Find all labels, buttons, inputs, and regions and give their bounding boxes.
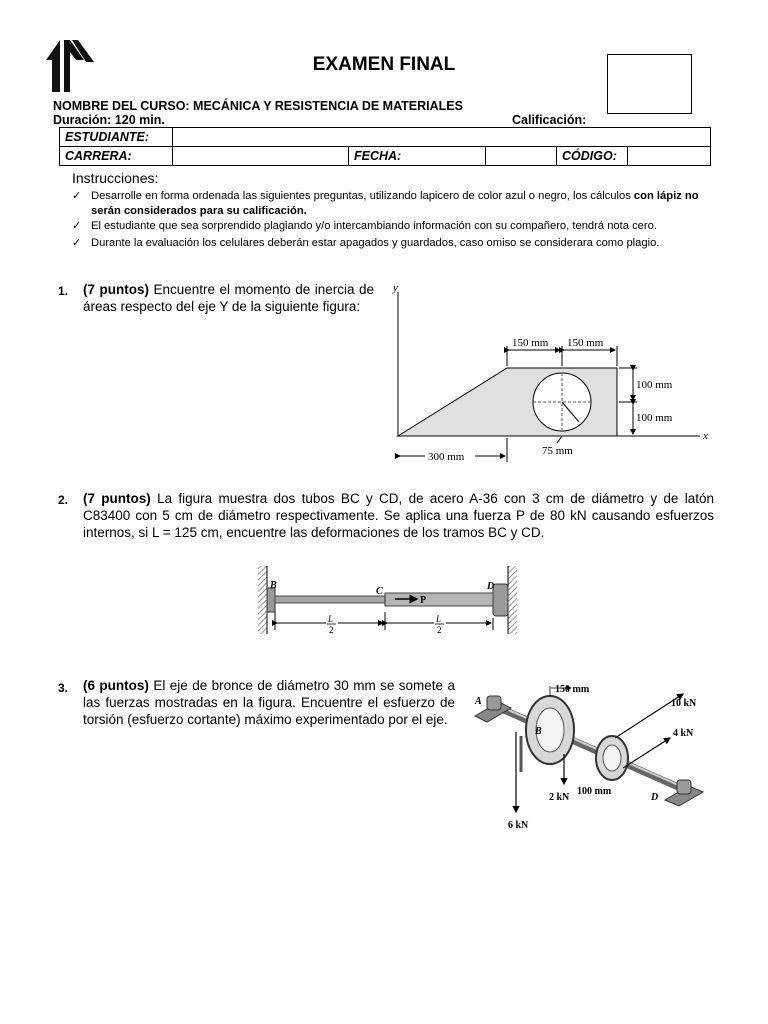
label-l-1: L xyxy=(328,614,334,624)
question-3-text: (6 puntos) El eje de bronce de diámetro 30 mm se somete a las fuerzas mostradas en la figura. Encuentre el esfuerzo de torsión (esfuerzo cortante) máximo experimentado por el eje. xyxy=(83,678,455,727)
dim-150: 150 mm xyxy=(555,684,590,695)
exam-duration: Duración: 120 min. xyxy=(53,113,165,127)
label-d: D xyxy=(487,581,495,592)
question-2-number: 2. xyxy=(58,493,69,507)
label-2-1: 2 xyxy=(329,625,334,635)
instruction-item: ✓ Durante la evaluación los celulares deberán estar apagados y guardados, caso omiso se considerara como plagio. xyxy=(72,237,660,249)
question-3-figure xyxy=(465,672,715,832)
career-field[interactable] xyxy=(173,147,349,166)
dim-75: 75 mm xyxy=(542,445,573,457)
question-1-number: 1. xyxy=(58,284,69,298)
question-3-number: 3. xyxy=(58,681,69,695)
axis-y-label: y xyxy=(393,282,398,294)
label-p: P xyxy=(420,595,427,606)
dim-100: 100 mm xyxy=(577,786,612,797)
grade-label: Calificación: xyxy=(512,113,587,127)
student-label: ESTUDIANTE: xyxy=(60,128,173,147)
check-icon: ✓ xyxy=(72,220,82,232)
code-field[interactable] xyxy=(628,147,711,166)
force-10kn: 10 kN xyxy=(671,698,697,709)
code-label: CÓDIGO: xyxy=(557,147,628,166)
student-field[interactable] xyxy=(173,128,711,147)
axis-x-label: x xyxy=(703,430,708,442)
question-1-figure xyxy=(385,280,715,470)
question-2-text: (7 puntos) La figura muestra dos tubos BC y CD, de acero A-36 con 3 cm de diámetro y de latón C83400 con 5 cm de diámetro respectivamente. Se aplica una fuerza P de 80 kN causando esfuerzos internos, si L = 125 cm, encuentre las deformaciones de los tramos BC y CD. xyxy=(83,491,714,540)
label-2-2: 2 xyxy=(437,625,442,635)
career-label: CARRERA: xyxy=(60,147,173,166)
dim-100b: 100 mm xyxy=(636,412,673,424)
dim-150a: 150 mm xyxy=(512,337,549,349)
dim-150b: 150 mm xyxy=(567,337,604,349)
instructions-title: Instrucciones: xyxy=(72,170,159,186)
force-2kn: 2 kN xyxy=(549,792,570,803)
student-info-table xyxy=(59,127,711,166)
exam-title: EXAMEN FINAL xyxy=(312,54,456,75)
label-d: D xyxy=(651,792,659,803)
course-name: NOMBRE DEL CURSO: MECÁNICA Y RESISTENCIA DE MATERIALES xyxy=(53,99,463,113)
grade-box xyxy=(607,54,692,114)
force-4kn: 4 kN xyxy=(673,728,694,739)
date-field[interactable] xyxy=(486,147,557,166)
instructions-list xyxy=(72,189,717,251)
instruction-item: ✓ El estudiante que sea sorprendido plagiando y/o intercambiando información con su compañero, tendrá nota cero. xyxy=(72,220,657,232)
label-a: A xyxy=(475,696,482,707)
check-icon: ✓ xyxy=(72,237,82,249)
question-2-figure xyxy=(255,560,520,640)
dim-100a: 100 mm xyxy=(636,379,673,391)
label-c: C xyxy=(376,586,383,597)
force-6kn: 6 kN xyxy=(508,820,529,831)
dim-300: 300 mm xyxy=(428,451,465,463)
question-1-text: (7 puntos) Encuentre el momento de inercia de áreas respecto del eje Y de la siguiente figura: xyxy=(83,282,374,314)
check-icon: ✓ xyxy=(72,190,82,202)
date-label: FECHA: xyxy=(349,147,486,166)
label-l-2: L xyxy=(436,614,442,624)
label-b: B xyxy=(270,580,277,591)
instruction-item: ✓ Desarrolle en forma ordenada las siguientes preguntas, utilizando lapicero de color azul o negro, los cálculos con lápiz no serán considerados para su calificación. xyxy=(72,190,699,217)
label-b: B xyxy=(535,726,542,737)
